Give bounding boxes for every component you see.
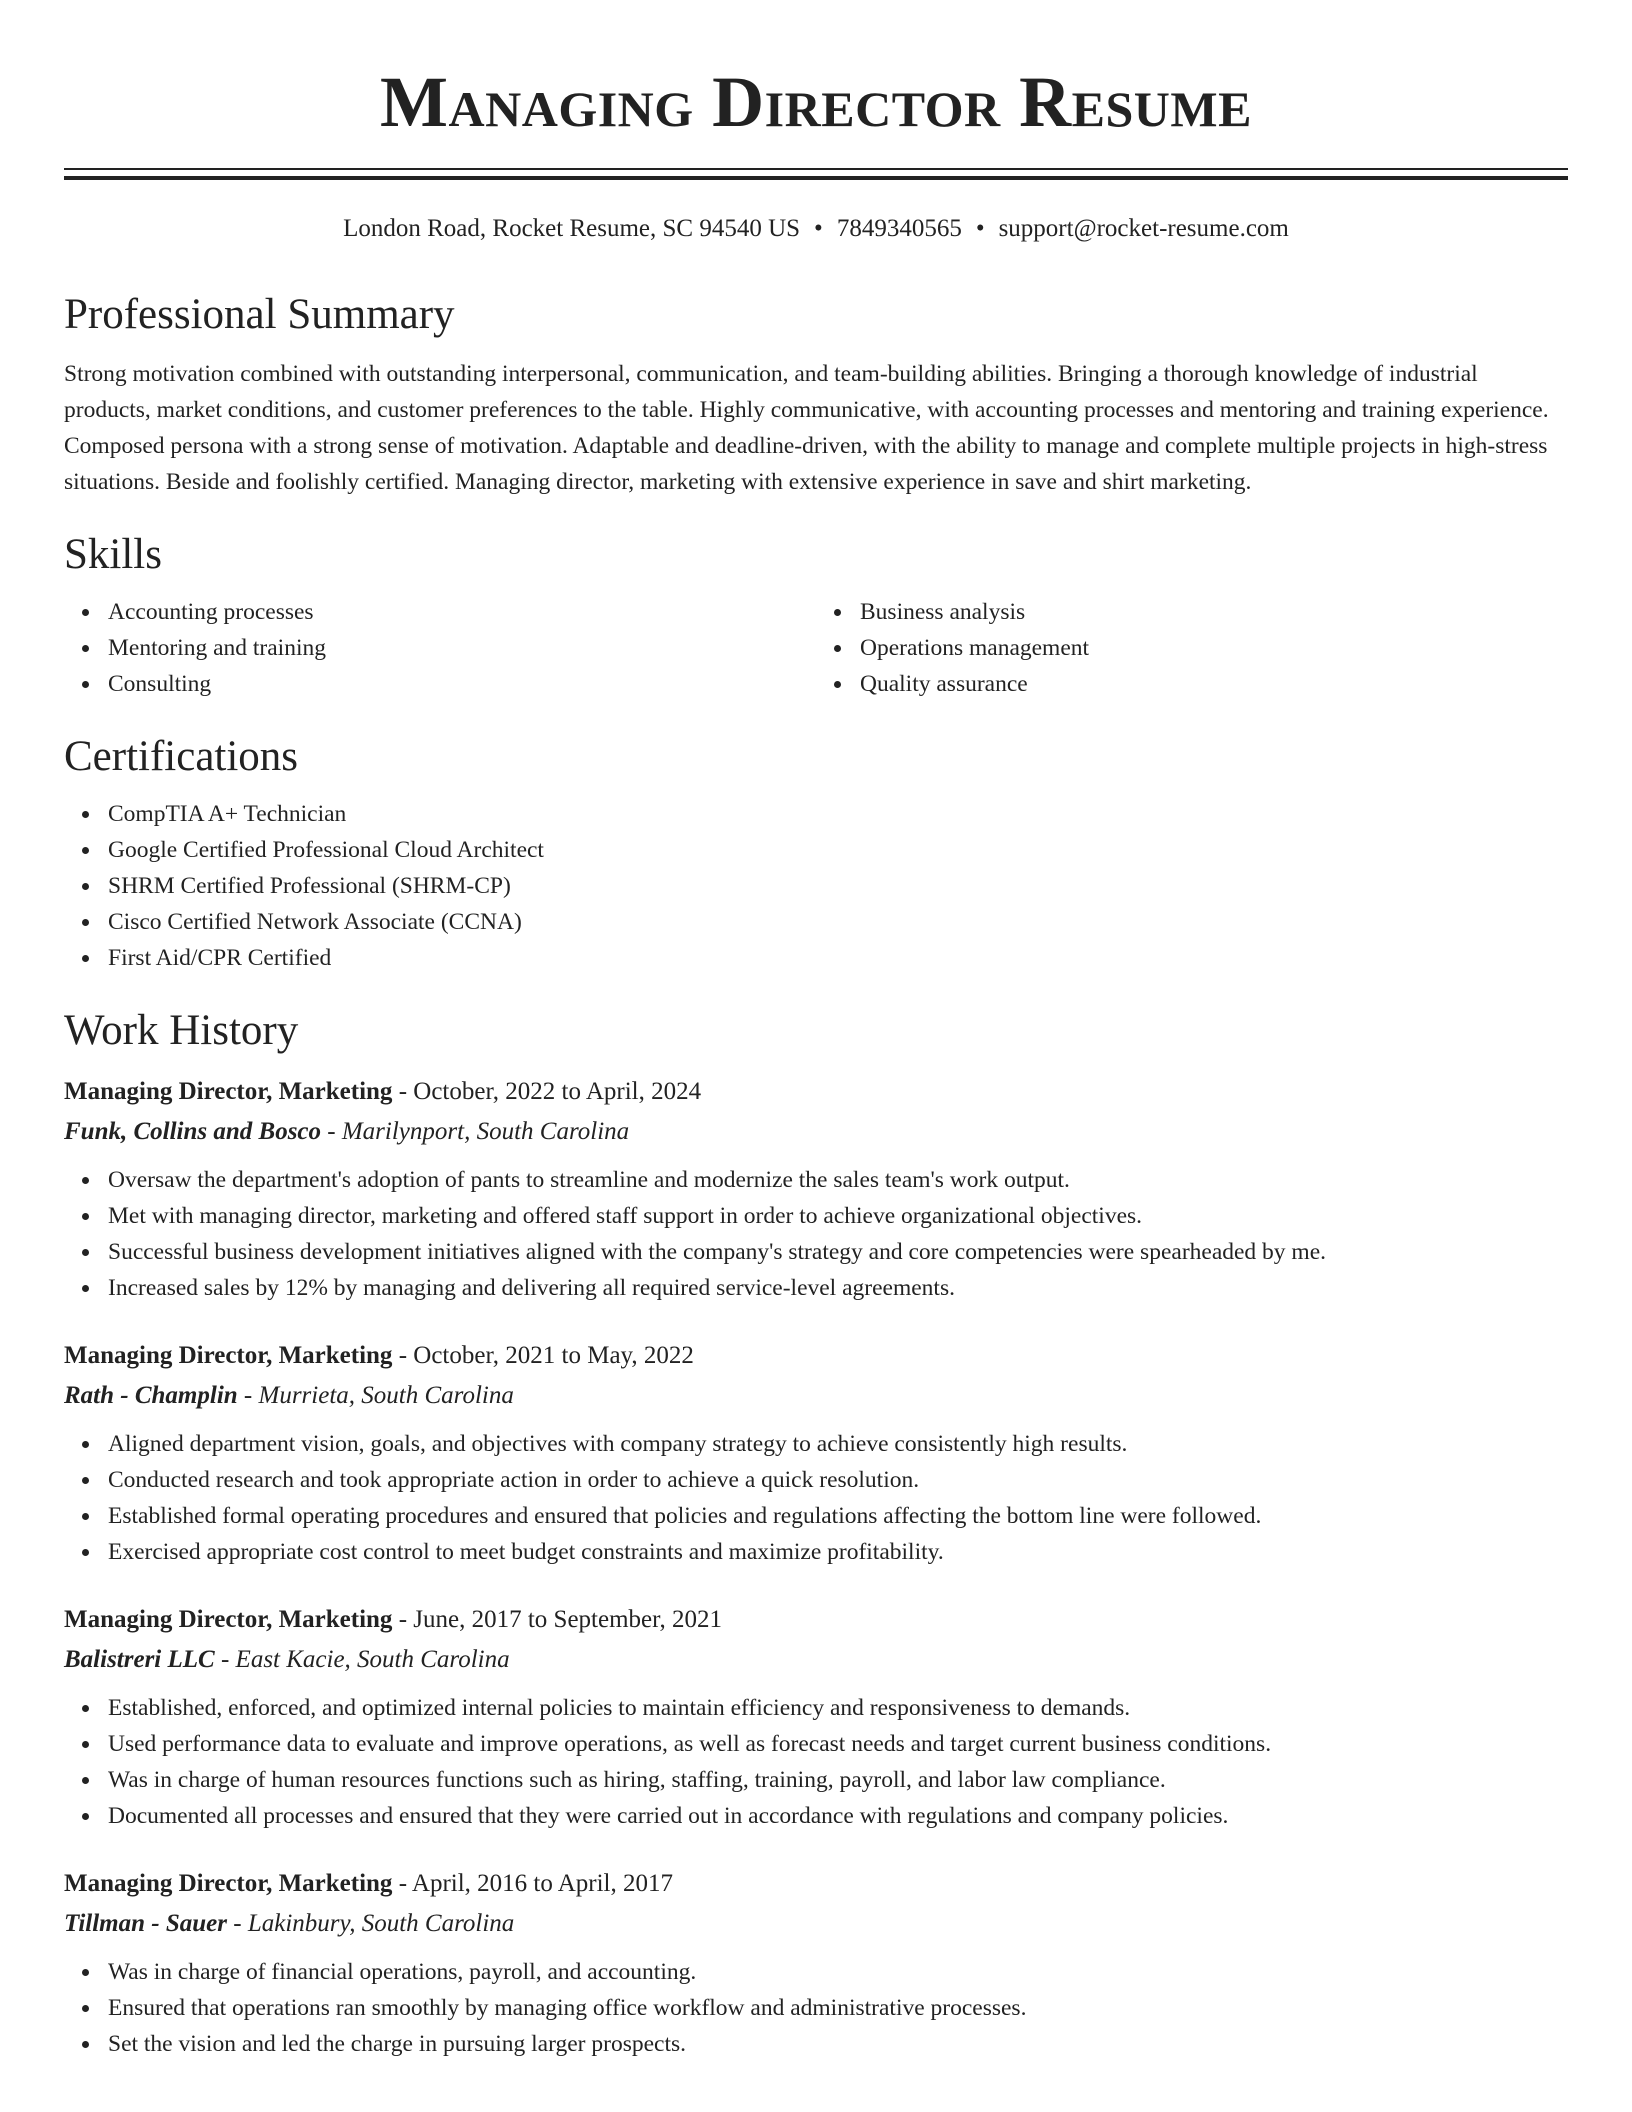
skills-section	[64, 528, 1568, 702]
job-title-line: Managing Director, Marketing - October, 2022 to April, 2024	[64, 1078, 702, 1105]
job-location: Murrieta, South Carolina	[258, 1382, 514, 1409]
job-bullet: Met with managing director, marketing and offered staff support in order to achieve organizational objectives.	[108, 1198, 1568, 1234]
summary-section	[64, 288, 1568, 500]
job-bullet: Was in charge of financial operations, payroll, and accounting.	[108, 1954, 1568, 1990]
resume-page	[64, 0, 1568, 2062]
job-dates: October, 2022 to April, 2024	[413, 1078, 702, 1105]
job-entry	[64, 1864, 1568, 2062]
work-history-heading: Work History	[64, 1007, 299, 1054]
skill-item: Mentoring and training	[108, 630, 816, 666]
job-entry	[64, 1336, 1568, 1570]
job-role: Managing Director, Marketing	[64, 1078, 393, 1105]
certification-item: First Aid/CPR Certified	[108, 940, 1568, 976]
summary-heading: Professional Summary	[64, 291, 455, 338]
job-bullets	[64, 1690, 1568, 1834]
skill-item: Consulting	[108, 666, 816, 702]
job-company-line: Tillman - Sauer - Lakinbury, South Carolina	[64, 1910, 515, 1937]
work-history-section	[64, 1004, 1568, 2062]
contact-address: London Road, Rocket Resume, SC 94540 US	[343, 215, 801, 242]
job-company: Balistreri LLC	[64, 1646, 215, 1673]
job-dates: April, 2016 to April, 2017	[411, 1870, 673, 1897]
certification-item: CompTIA A+ Technician	[108, 796, 1568, 832]
job-bullet: Successful business development initiatives aligned with the company's strategy and core competencies were spearheaded by me.	[108, 1234, 1568, 1270]
job-bullet: Established, enforced, and optimized internal policies to maintain efficiency and responsiveness to demands.	[108, 1690, 1568, 1726]
job-bullets	[64, 1162, 1568, 1306]
job-bullets	[64, 1954, 1568, 2062]
skill-item: Quality assurance	[860, 666, 1568, 702]
job-role: Managing Director, Marketing	[64, 1606, 393, 1633]
job-title-line: Managing Director, Marketing - October, 2021 to May, 2022	[64, 1342, 694, 1369]
skills-list-right	[816, 594, 1568, 702]
job-company: Funk, Collins and Bosco	[64, 1118, 322, 1145]
skills-heading: Skills	[64, 531, 162, 578]
job-bullet: Established formal operating procedures and ensured that policies and regulations affecting the bottom line were followed.	[108, 1498, 1568, 1534]
job-company-line: Balistreri LLC - East Kacie, South Carolina	[64, 1646, 510, 1673]
job-company: Rath - Champlin	[64, 1382, 238, 1409]
job-title-line: Managing Director, Marketing - June, 2017 to September, 2021	[64, 1606, 722, 1633]
job-bullet: Used performance data to evaluate and improve operations, as well as forecast needs and target current business conditions.	[108, 1726, 1568, 1762]
job-bullet: Conducted research and took appropriate action in order to achieve a quick resolution.	[108, 1462, 1568, 1498]
certification-item: Google Certified Professional Cloud Architect	[108, 832, 1568, 868]
job-entry	[64, 1072, 1568, 1306]
title-divider-thin	[64, 168, 1568, 170]
summary-text: Strong motivation combined with outstanding interpersonal, communication, and team-building abilities. Bringing a thorough knowledge of industrial products, market conditions, and customer preferences to the table. Highly communicative, with accounting processes and mentoring and training experience. Composed persona with a strong sense of motivation. Adaptable and deadline-driven, with the ability to manage and complete multiple projects in high-stress situations. Beside and foolishly certified. Managing director, marketing with extensive experience in save and shirt marketing.	[64, 361, 1549, 495]
job-company-line: Rath - Champlin - Murrieta, South Carolina	[64, 1382, 514, 1409]
certifications-list	[64, 796, 1568, 976]
job-bullet: Ensured that operations ran smoothly by managing office workflow and administrative processes.	[108, 1990, 1568, 2026]
contact-separator: •	[814, 215, 823, 242]
job-bullet: Was in charge of human resources functions such as hiring, staffing, training, payroll, and labor law compliance.	[108, 1762, 1568, 1798]
certifications-section	[64, 730, 1568, 976]
job-bullet: Set the vision and led the charge in pursuing larger prospects.	[108, 2026, 1568, 2062]
job-bullet: Oversaw the department's adoption of pants to streamline and modernize the sales team's work output.	[108, 1162, 1568, 1198]
job-title-line: Managing Director, Marketing - April, 2016 to April, 2017	[64, 1870, 673, 1897]
job-role: Managing Director, Marketing	[64, 1342, 393, 1369]
contact-email: support@rocket-resume.com	[998, 215, 1289, 242]
contact-phone: 7849340565	[836, 215, 962, 242]
job-bullet: Documented all processes and ensured that they were carried out in accordance with regulations and company policies.	[108, 1798, 1568, 1834]
job-company-line: Funk, Collins and Bosco - Marilynport, South Carolina	[64, 1118, 630, 1145]
page-title: Managing Director Resume	[380, 62, 1252, 142]
job-bullet: Aligned department vision, goals, and objectives with company strategy to achieve consistently high results.	[108, 1426, 1568, 1462]
contact-line	[64, 212, 1568, 246]
job-location: Lakinbury, South Carolina	[247, 1910, 515, 1937]
job-dates: June, 2017 to September, 2021	[413, 1606, 722, 1633]
skills-columns	[64, 594, 1568, 702]
job-role: Managing Director, Marketing	[64, 1870, 393, 1897]
job-bullets	[64, 1426, 1568, 1570]
certification-item: Cisco Certified Network Associate (CCNA)	[108, 904, 1568, 940]
certification-item: SHRM Certified Professional (SHRM-CP)	[108, 868, 1568, 904]
skills-list-left	[64, 594, 816, 702]
job-location: East Kacie, South Carolina	[235, 1646, 510, 1673]
title-divider-thick	[64, 176, 1568, 180]
skill-item: Operations management	[860, 630, 1568, 666]
job-entry	[64, 1600, 1568, 1834]
skill-item: Business analysis	[860, 594, 1568, 630]
job-bullet: Increased sales by 12% by managing and delivering all required service-level agreements.	[108, 1270, 1568, 1306]
contact-separator: •	[975, 215, 985, 242]
job-bullet: Exercised appropriate cost control to meet budget constraints and maximize profitability.	[108, 1534, 1568, 1570]
certifications-heading: Certifications	[64, 733, 299, 780]
job-location: Marilynport, South Carolina	[341, 1118, 630, 1145]
job-dates: October, 2021 to May, 2022	[413, 1342, 694, 1369]
skill-item: Accounting processes	[108, 594, 816, 630]
job-company: Tillman - Sauer	[64, 1910, 227, 1937]
